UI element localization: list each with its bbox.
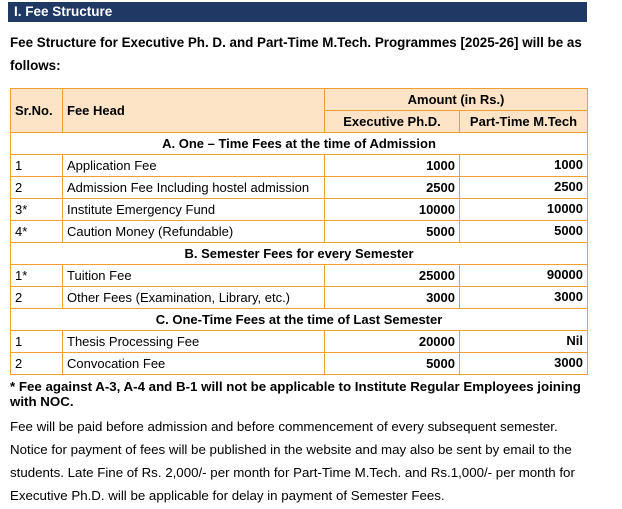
cell-sr: 2: [11, 353, 63, 375]
header-amount: Amount (in Rs.): [325, 89, 588, 111]
cell-pt-amount: 10000: [460, 199, 588, 221]
cell-sr: 3*: [11, 199, 63, 221]
section-title: I. Fee Structure: [8, 2, 587, 22]
section-a-row: [11, 133, 588, 155]
cell-fee-head: Convocation Fee: [63, 353, 325, 375]
table-row: [11, 353, 588, 375]
cell-exec-amount: 1000: [325, 155, 460, 177]
cell-fee-head: Thesis Processing Fee: [63, 331, 325, 353]
cell-sr: 1: [11, 155, 63, 177]
section-c-row: [11, 309, 588, 331]
header-executive-phd: Executive Ph.D.: [325, 111, 460, 133]
cell-fee-head: Other Fees (Examination, Library, etc.): [63, 287, 325, 309]
cell-pt-amount: 1000: [460, 155, 588, 177]
header-sr-no: Sr.No.: [11, 89, 63, 133]
cell-fee-head: Caution Money (Refundable): [63, 221, 325, 243]
cell-exec-amount: 10000: [325, 199, 460, 221]
cell-sr: 1: [11, 331, 63, 353]
section-b-title: B. Semester Fees for every Semester: [11, 243, 588, 265]
section-a-title: A. One – Time Fees at the time of Admission: [11, 133, 588, 155]
table-row: [11, 331, 588, 353]
cell-fee-head: Institute Emergency Fund: [63, 199, 325, 221]
section-c-title: C. One-Time Fees at the time of Last Semester: [11, 309, 588, 331]
cell-pt-amount: Nil: [460, 331, 588, 353]
payment-notice-paragraph: Fee will be paid before admission and before commencement of every subsequent semester. Notice for payment of fees will be published in the website and may also be sent by email to the students. Late Fine of Rs. 2,000/- per month for Part-Time M.Tech. and Rs.1,000/- per month for Executive Ph.D. will be applicable for delay in payment of Semester Fees.: [10, 419, 575, 503]
cell-exec-amount: 5000: [325, 221, 460, 243]
table-row: [11, 265, 588, 287]
header-part-time-mtech: Part-Time M.Tech: [460, 111, 588, 133]
cell-sr: 2: [11, 177, 63, 199]
cell-exec-amount: 3000: [325, 287, 460, 309]
cell-exec-amount: 2500: [325, 177, 460, 199]
cell-pt-amount: 90000: [460, 265, 588, 287]
table-row: [11, 177, 588, 199]
fee-table: [10, 88, 588, 375]
cell-exec-amount: 5000: [325, 353, 460, 375]
table-row: [11, 221, 588, 243]
table-row: [11, 199, 588, 221]
cell-fee-head: Admission Fee Including hostel admission: [63, 177, 325, 199]
table-row: [11, 155, 588, 177]
header-fee-head: Fee Head: [63, 89, 325, 133]
section-b-row: [11, 243, 588, 265]
intro-text: Fee Structure for Executive Ph. D. and Part-Time M.Tech. Programmes [2025-26] will be as follows:: [10, 35, 582, 73]
cell-exec-amount: 20000: [325, 331, 460, 353]
table-row: [11, 287, 588, 309]
cell-sr: 4*: [11, 221, 63, 243]
cell-exec-amount: 25000: [325, 265, 460, 287]
cell-pt-amount: 2500: [460, 177, 588, 199]
cell-fee-head: Tuition Fee: [63, 265, 325, 287]
cell-pt-amount: 3000: [460, 287, 588, 309]
cell-fee-head: Application Fee: [63, 155, 325, 177]
cell-sr: 1*: [11, 265, 63, 287]
employee-exemption-note: * Fee against A-3, A-4 and B-1 will not be applicable to Institute Regular Employees joining with NOC.: [10, 379, 581, 409]
table-header-row: [11, 89, 588, 111]
cell-pt-amount: 5000: [460, 221, 588, 243]
cell-pt-amount: 3000: [460, 353, 588, 375]
cell-sr: 2: [11, 287, 63, 309]
